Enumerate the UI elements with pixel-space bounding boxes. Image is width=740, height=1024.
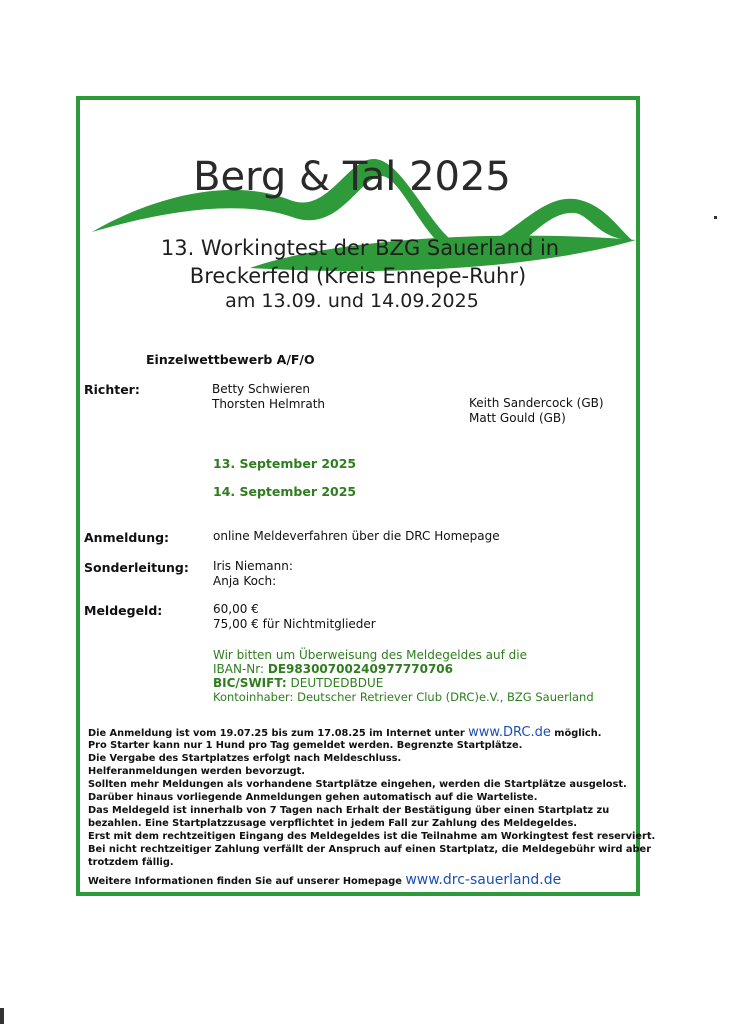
- iban-row: [213, 662, 453, 676]
- iban-value: DE98300700240977770706: [267, 662, 454, 676]
- judge-name: Keith Sandercock (GB): [469, 396, 604, 410]
- fee-nonmember: 75,00 € für Nichtmitglieder: [213, 617, 376, 631]
- fee-label: Meldegeld:: [84, 603, 163, 618]
- footer-line: [88, 872, 561, 888]
- homepage-link[interactable]: www.drc-sauerland.de: [405, 872, 562, 888]
- bic-row: [213, 676, 383, 690]
- special-label: Sonderleitung:: [84, 560, 189, 575]
- payment-intro: Wir bitten um Überweisung des Meldegeldes auf die: [213, 648, 527, 662]
- iban-label: IBAN-Nr:: [213, 662, 265, 676]
- judge-name: Matt Gould (GB): [469, 411, 566, 425]
- notes-line: Darüber hinaus vorliegende Anmeldungen gehen automatisch auf die Warteliste.: [88, 792, 538, 803]
- notes-line: Bei nicht rechtzeitiger Zahlung verfällt der Anspruch auf einen Startplatz, die Meldegebühr wird aber: [88, 844, 652, 855]
- registration-label: Anmeldung:: [84, 530, 170, 545]
- notes-line: Die Vergabe des Startplatzes erfolgt nach Meldeschluss.: [88, 753, 402, 764]
- notes-line: [88, 725, 601, 740]
- scan-edge-mark: [0, 1008, 4, 1024]
- event-dates-line: am 13.09. und 14.09.2025: [225, 290, 479, 312]
- notes-line: Sollten mehr Meldungen als vorhandene Startplätze eingehen, werden die Startplätze ausgelost.: [88, 779, 627, 790]
- judges-label: Richter:: [84, 382, 140, 397]
- special-contact: Anja Koch:: [213, 574, 277, 588]
- footer-text: Weitere Informationen finden Sie auf unserer Homepage: [88, 876, 402, 887]
- event-subtitle-line1: 13. Workingtest der BZG Sauerland in: [160, 236, 560, 260]
- judge-name: Betty Schwieren: [212, 382, 310, 396]
- judge-name: Thorsten Helmrath: [212, 397, 325, 411]
- drc-link[interactable]: www.DRC.de: [468, 725, 551, 740]
- notes-line: Pro Starter kann nur 1 Hund pro Tag gemeldet werden. Begrenzte Startplätze.: [88, 740, 523, 751]
- notes-line: bezahlen. Eine Startplatzzusage verpflichtet in jedem Fall zur Zahlung des Meldegeldes.: [88, 818, 578, 829]
- registration-value: online Meldeverfahren über die DRC Homepage: [213, 529, 500, 543]
- notes-line-text: möglich.: [554, 728, 602, 739]
- competition-type: Einzelwettbewerb A/F/O: [146, 352, 315, 367]
- special-contact: Iris Niemann:: [213, 559, 293, 573]
- date-day2: 14. September 2025: [213, 484, 357, 499]
- notes-line: Erst mit dem rechtzeitigen Eingang des Meldegeldes ist die Teilnahme am Workingtest fest reserviert.: [88, 831, 656, 842]
- bic-label: BIC/SWIFT:: [213, 676, 287, 690]
- event-title: Berg & Tal 2025: [193, 154, 511, 200]
- notes-line-text: Die Anmeldung ist vom 19.07.25 bis zum 17.08.25 im Internet unter: [88, 728, 465, 739]
- bic-value: DEUTDEDBDUE: [290, 676, 384, 690]
- event-subtitle-line2: Breckerfeld (Kreis Ennepe-Ruhr): [189, 264, 527, 288]
- date-day1: 13. September 2025: [213, 456, 357, 471]
- notes-line: Helferanmeldungen werden bevorzugt.: [88, 766, 306, 777]
- notes-line: Das Meldegeld ist innerhalb von 7 Tagen nach Erhalt der Bestätigung über einen Startplatz zu: [88, 805, 610, 816]
- fee-member: 60,00 €: [213, 602, 259, 616]
- account-holder: Kontoinhaber: Deutscher Retriever Club (DRC)e.V., BZG Sauerland: [213, 690, 594, 704]
- notes-line: trotzdem fällig.: [88, 857, 174, 868]
- scan-speck: [714, 216, 717, 219]
